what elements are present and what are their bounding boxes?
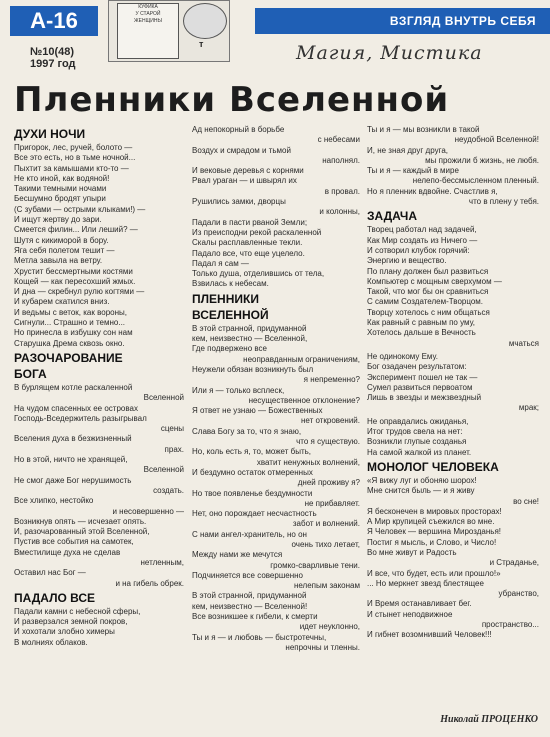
poem-line: Компьютер с мощным сверхумом —	[367, 276, 502, 286]
poem-line: Пригорок, лес, ручей, болото —	[14, 143, 133, 152]
poem-line: По плану должен был развиться	[367, 266, 489, 276]
poem-line: Во мне живут и Радость	[367, 547, 457, 557]
poem-line: С самим Создателем-Творцом.	[367, 297, 484, 307]
poem-line: не прибавляет.	[304, 498, 360, 508]
poem-line: Сигнули... Страшно и темно...	[14, 318, 126, 328]
poem-line: Но твое появленье бездумности	[192, 488, 313, 498]
poem-line: кем, неизвестно — Вселенной!	[192, 601, 308, 611]
poem-line: Все хлипко, нестойко	[14, 496, 94, 506]
issue-year: 1997 год	[30, 58, 76, 70]
poem-line: Итог трудов свела на нет:	[367, 427, 463, 437]
emblem-icon	[183, 3, 227, 39]
poem-heading: ЗАДАЧА	[367, 209, 418, 224]
poem-line: Бесшумно бродят упыри	[14, 194, 106, 204]
poem-line: Слава Богу за то, что я знаю,	[192, 426, 302, 436]
poem-line: что в плену у тебя.	[468, 197, 539, 207]
poem-line: И сотворил клубок горячий:	[367, 245, 470, 255]
poem-line: ... Но меркнет звезд блестящее	[367, 578, 484, 588]
poem-line: неоправданным ограничениям,	[243, 354, 360, 364]
poem-heading: ВСЕЛЕННОЙ	[192, 307, 269, 322]
stamp-label: КУФИКА У СТАРОЙ ЖЕНЩИНЫ	[117, 3, 179, 59]
poem-line: Падало все, что еще уцелело.	[192, 248, 305, 258]
poem-line: Ты и я — каждый в мире	[367, 166, 459, 176]
article-title: Пленники Вселенной	[14, 80, 450, 120]
column-2	[192, 125, 360, 653]
poem-line: И, не зная друг друга,	[367, 145, 448, 155]
poem-line: Сумел развиться первоатом	[367, 382, 473, 392]
poem-line: Вселенной	[143, 393, 184, 403]
column-3	[367, 125, 539, 641]
poem-line: Но я пленник вдвойне. Счастлив я,	[367, 186, 498, 196]
poem-line: Я ответ не узнаю — Божественных	[192, 406, 323, 416]
stamp-letter: т	[199, 39, 204, 49]
poem-line: И Время останавливает бег.	[367, 599, 472, 609]
section-title: ВЗГЛЯД ВНУТРЬ СЕБЯ	[255, 8, 550, 34]
poem-line: Или я — только всплеск,	[192, 385, 285, 395]
poem-heading: РАЗОЧАРОВАНИЕ	[14, 350, 123, 365]
issue-info	[30, 46, 76, 70]
poem-line: В бурлящем котле раскаленной	[14, 382, 133, 392]
poem-line: наполнял.	[322, 155, 360, 165]
poem-line: Эксперимент пошел не так —	[367, 372, 478, 382]
poem-line: Возникнув опять — исчезает опять.	[14, 516, 147, 526]
poem-line: А Мир крупицей съежился во мне.	[367, 517, 495, 527]
poem-line: нетленным,	[140, 557, 184, 567]
poem-line: забот и волнений.	[292, 519, 360, 529]
poem-line: создать.	[153, 485, 184, 495]
rubric-label: Магия, Мистика	[296, 42, 483, 64]
poem-heading: МОНОЛОГ ЧЕЛОВЕКА	[367, 459, 499, 474]
poem-line: я непременно?	[303, 375, 360, 385]
poem-line: несущественное отклонение?	[248, 395, 360, 405]
poem-line: во сне!	[513, 496, 539, 506]
poem-line: кем, неизвестно — Вселенной,	[192, 334, 308, 344]
poem-line: В молниях облаков.	[14, 637, 88, 647]
poem-line: нелепо-бессмысленном пленный.	[412, 176, 539, 186]
poem-line: что я существую.	[296, 437, 360, 447]
poem-line: дней проживу я?	[297, 478, 360, 488]
author-signature: Николай ПРОЦЕНКО	[440, 714, 538, 725]
poem-line: И стынет неподвижное	[367, 609, 453, 619]
poem-line: Господь-Вседержитель разыгрывал	[14, 413, 147, 423]
poem-line: И хохотали злобно химеры	[14, 627, 115, 637]
poem-line: Как равный с равным по уму,	[367, 318, 476, 328]
poem-heading: БОГА	[14, 366, 47, 381]
poem-line: Падали в пасти рваной Земли;	[192, 217, 308, 227]
poem-line: Яга себя полетом тешит —	[14, 245, 115, 255]
poem-line: И бездумно остаток отмеренных	[192, 467, 313, 477]
poem-line: Постиг я мысль, и Слово, и Число!	[367, 537, 497, 547]
page-header	[0, 0, 550, 49]
poem-line: Но принесла в избушку сон нам	[14, 328, 133, 338]
poem-line: в провал.	[324, 186, 360, 196]
poem-line: И дна — скребнул рулю когтями —	[14, 287, 145, 297]
poem-line: мчаться	[508, 338, 539, 348]
poem-line: Мне снится быль — и я живу	[367, 486, 475, 496]
poem-line: мрак;	[518, 403, 539, 413]
poem-line: Я бесконечен в мировых просторах!	[367, 506, 502, 516]
page-number: А-16	[10, 6, 98, 36]
poem-line: и Страданье,	[489, 558, 539, 568]
poem-line: прах.	[164, 444, 184, 454]
poem-line: Ты и я — мы возникли в такой	[367, 125, 480, 134]
poem-line: Скалы расплавленные текли.	[192, 238, 303, 248]
poem-line: На чудом спасенных ее островах	[14, 403, 138, 413]
poem-line: Не оправдались ожиданья,	[367, 416, 469, 426]
poem-line: И все, что будет, есть или прошло!»	[367, 568, 501, 578]
poem-line: нет откровений.	[300, 416, 360, 426]
poem-line: Взвилась к небесам.	[192, 279, 269, 289]
poem-line: идет неуклонно,	[299, 622, 360, 632]
poem-heading: ДУХИ НОЧИ	[14, 127, 86, 141]
poem-line: Все это есть, но в тьме ночной...	[14, 153, 136, 163]
poem-line: и колонны,	[319, 207, 360, 217]
poem-line: И вековые деревья с корнями	[192, 166, 304, 176]
poem-line: Неужели обязан возникнуть был	[192, 364, 314, 374]
poem-line: Метла завыла на ветру.	[14, 256, 103, 266]
poem-line: В этой странной, придуманной	[192, 323, 307, 333]
poem-line: Вместилище духа не сделав	[14, 547, 121, 557]
poem-heading: ПАДАЛО ВСЕ	[14, 590, 96, 605]
poem-line: И разверзался земной покров,	[14, 617, 128, 627]
poem-line: Все возникшее к гибели, к смерти	[192, 612, 318, 622]
poem-line: И кубарем скатился вниз.	[14, 297, 110, 307]
poem-line: Не смог даже Бог нерушимость	[14, 475, 132, 485]
poem-line: Ты и я — и любовь — быстротечны,	[192, 632, 327, 642]
poem-line: Как Мир создать из Ничего —	[367, 235, 478, 245]
poem-line: Я Человек — вершина Мирозданья!	[367, 527, 502, 537]
poem-line: Хотелось дальше в Вечность	[367, 328, 476, 338]
poem-line: убранство,	[498, 589, 539, 599]
poem-line: И ищут жертву до зари.	[14, 215, 102, 225]
poem-line: Кощей — как пересохший жмых.	[14, 276, 136, 286]
poem-line: Оставил нас Бог —	[14, 568, 86, 578]
poem-line: Возникли глупые созданья	[367, 437, 467, 447]
column-1	[14, 125, 184, 648]
poem-line: нелепым законам	[293, 581, 360, 591]
poem-heading: ПЛЕННИКИ	[192, 291, 259, 306]
poem-line: И ведьмы с веток, как вороны,	[14, 307, 127, 317]
poem-line: Смеется филин... Или леший? —	[14, 225, 138, 235]
poem-line: Подчиняется все совершенно	[192, 570, 303, 580]
poem-line: Падал я сам —	[192, 258, 249, 268]
poem-line: Рвал ураган — и швырял их	[192, 176, 297, 186]
poem-line: неудобной Вселенной!	[454, 135, 539, 145]
poem-line: громко-сварливые тени.	[270, 560, 360, 570]
poem-line: Энергию и вещество.	[367, 256, 447, 266]
poem-line: Но, коль есть я, то, может быть,	[192, 447, 312, 457]
poem-line: Не одинокому Ему.	[367, 351, 438, 361]
poem-line: Между нами же мечутся	[192, 550, 283, 560]
poem-line: Из преисподни рекой раскаленной	[192, 227, 322, 237]
poem-line: Не кто иной, как водяной!	[14, 173, 110, 183]
poem-line: Такой, что мог бы он сравниться	[367, 287, 489, 297]
poem-line: сцены	[160, 424, 184, 434]
poem-line: Воздух и смрадом и тьмой	[192, 145, 291, 155]
poem-line: Творец работал над задачей,	[367, 225, 477, 235]
poem-line: В этой странной, придуманной	[192, 591, 307, 601]
stamp-illustration	[108, 0, 230, 62]
poem-line: очень тихо летает,	[291, 539, 360, 549]
poem-line: Старушка Дрема сквозь окно.	[14, 338, 125, 348]
poem-line: и на гибель обрек.	[115, 578, 184, 588]
poem-line: Пустив все события на самотек,	[14, 537, 134, 547]
poem-line: Шутя с кикиморой в бору.	[14, 235, 109, 245]
poem-line: хватит ненужных волнений,	[256, 457, 360, 467]
poem-line: Но в этой, ничто не хранящей,	[14, 455, 128, 465]
poem-line: Такими темными ночами	[14, 184, 107, 194]
poem-line: (С зубами — острыми клыками!) —	[14, 204, 146, 214]
poem-line: Ад непокорный в борьбе	[192, 125, 285, 134]
poem-line: Падали камни с небесной сферы,	[14, 606, 141, 616]
poem-line: Пыхтит за камышами кто-то —	[14, 163, 129, 173]
poem-line: Лишь в звезды и межзвездный	[367, 393, 482, 403]
poem-line: С нами ангел-хранитель, но он	[192, 529, 307, 539]
poem-line: Где подвержено все	[192, 344, 267, 354]
poem-line: Бог озадачен результатом:	[367, 362, 467, 372]
poem-line: с небесами	[317, 135, 360, 145]
poem-line: И, разочарованный этой Вселенной,	[14, 527, 150, 537]
poem-line: Вселенной	[143, 465, 184, 475]
poem-line: непрочны и тленны.	[285, 642, 360, 652]
poem-line: Только душа, отделившись от тела,	[192, 269, 325, 279]
poem-line: пространство...	[481, 620, 539, 630]
poem-line: и несовершенно —	[112, 506, 184, 516]
poem-line: мы прожили б жизнь, не любя.	[425, 155, 539, 165]
poem-line: Вселения духа в безжизненный	[14, 434, 132, 444]
poem-line: Рушились замки, дворцы	[192, 197, 286, 207]
poem-line: На самой жалкой из планет.	[367, 447, 472, 457]
poem-line: И гибнет возомнивший Человек!!!	[367, 630, 492, 640]
poem-line: Хрустит бессмертными костями	[14, 266, 133, 276]
poem-line: Творцу хотелось с ним общаться	[367, 307, 490, 317]
issue-number: №10(48)	[30, 46, 75, 58]
poem-line: Нет, оно порождает несчастность	[192, 509, 317, 519]
poem-line: «Я вижу луг и обоняю шорох!	[367, 475, 477, 485]
